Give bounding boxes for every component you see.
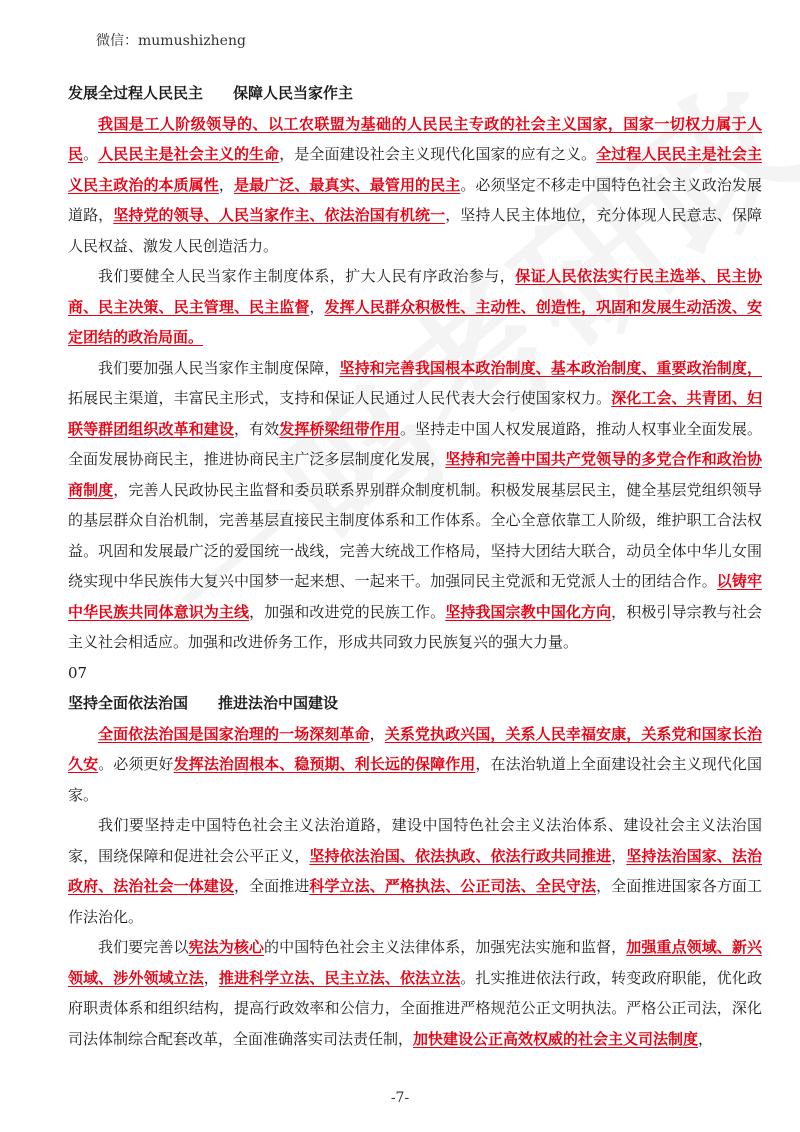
highlighted-text: 推进科学立法、民主立法、依法立法 — [218, 968, 461, 987]
section7-title: 坚持全面依法治国 推进法治中国建设 — [68, 694, 339, 712]
body-text: ，是全面建设社会主义现代化国家的应有之义。 — [279, 145, 597, 163]
highlighted-text: 全过程人民民主是社会主义民主政治的本质属性 — [68, 145, 762, 194]
body-text: ， — [309, 297, 325, 316]
highlighted-text: 发挥桥梁纽带作用 — [279, 419, 400, 438]
body-text: ，完善人民政协民主监督和委员联系界别群众制度机制。积极发展基层民主，健全基层党组织领导的基层群众自治机制，完善基层直接民主制度体系和工作体系。全心全意依靠工人阶级，维护职工合法权益。巩固和发展最广泛的爱国统一战线，完善大统战工作格局，坚持大团结大联合，动员全体中华儿女围绕实现中华民族伟大复兴中国梦一起来想、一起来干。加强同民主党派和无党派人士的团结合作。 — [68, 480, 762, 590]
body-text: 。坚持走中国人权发展道路，推动人权事业全面发展。全面发展协商民主，推进协商民主广泛多层制度化发展， — [68, 419, 762, 468]
highlighted-text: 以铸牢中华民族共同体意识为主线 — [68, 572, 762, 621]
highlighted-text: 关系党执政兴国，关系人民幸福安康，关系党和国家长治久安 — [68, 724, 762, 773]
body-text: 的中国特色社会主义法律体系，加强宪法实施和监督， — [264, 938, 627, 956]
section7-paragraph-1 — [68, 719, 762, 811]
document-body — [68, 78, 762, 1054]
highlighted-text: 坚持和完善我国根本政治制度、基本政治制度、重要政治制度， — [339, 358, 762, 377]
body-text: ，积极引导宗教与社会主义社会相适应。加强和改进侨务工作，形成共同致力民族复兴的强大力量。 — [68, 602, 762, 651]
body-text: ，全面推进 — [233, 877, 310, 895]
body-text: 。 — [83, 145, 99, 163]
highlighted-text: 我国是工人阶级领导的、以工农联盟为基础的人民民主专政的社会主义国家，国家一切权力属于人民 — [68, 114, 762, 163]
highlighted-text: 保证人民依法实行民主选举、民主协商、民主决策、民主管理、民主监督 — [68, 267, 762, 316]
body-text: 我们要坚持走中国特色社会主义法治道路，建设中国特色社会主义法治体系、建设社会主义法治国家，围绕保障和促进社会公平正义， — [68, 816, 762, 865]
highlighted-text: 是最广泛、最真实、最管用的民主 — [233, 175, 461, 194]
body-text: 我们要完善以 — [98, 938, 189, 956]
highlighted-text: 坚持依法治国、依法执政、依法行政共同推进 — [309, 846, 612, 865]
highlighted-text: 坚持我国宗教中国化方向 — [445, 602, 612, 621]
body-text: ， — [218, 175, 234, 194]
highlighted-text: 全面依法治国是国家治理的一场深刻革命 — [98, 724, 370, 743]
body-text: 我们要健全人民当家作主制度体系，扩大人民有序政治参与， — [98, 267, 516, 285]
body-text: ， — [369, 724, 385, 743]
body-text: 。扎实推进依法行政，转变政府职能，优化政府职责体系和组织结构，提高行政效率和公信力，全面推进严格规范公正文明执法。严格公正司法，深化司法体制综合配套改革，全面准确落实司法责任制， — [68, 968, 762, 1048]
wechat-id: 微信：mumushizheng — [96, 33, 246, 49]
section6-paragraph-1 — [68, 109, 762, 262]
highlighted-text: 深化工会、共青团、妇联等群团组织改革和建设 — [68, 389, 762, 438]
page-number: -7- — [390, 1090, 410, 1106]
body-text: ，坚持人民主体地位，充分体现人民意志、保障人民权益、激发人民创造活力。 — [68, 206, 762, 255]
section6-paragraph-3 — [68, 353, 762, 658]
highlighted-text: 坚持法治国家、法治政府、法治社会一体建设 — [68, 846, 762, 895]
body-text: ， — [611, 846, 627, 865]
highlighted-text: 加快建设公正高效权威的社会主义司法制度 — [413, 1029, 699, 1048]
highlighted-text: 发挥法治固根本、稳预期、利长远的保障作用 — [173, 755, 476, 773]
highlighted-text: 坚持党的领导、人民当家作主、依法治国有机统一 — [113, 206, 446, 224]
body-text: ，有效 — [233, 419, 280, 438]
highlighted-text: 发挥人民群众积极性、主动性、创造性，巩固和发展生动活泼、安定团结的政治局面。 — [68, 297, 762, 346]
body-text: 拓展民主渠道，丰富民主形式，支持和保证人民通过人民代表大会行使国家权力。 — [68, 389, 612, 407]
section6-paragraph-2 — [68, 261, 762, 353]
body-text: 。必须更好 — [98, 755, 174, 773]
body-text: ， — [203, 968, 219, 987]
highlighted-text: 加强重点领域、新兴领域、涉外领域立法 — [68, 938, 762, 987]
highlighted-text: 坚持和完善中国共产党领导的多党合作和政治协商制度 — [68, 450, 762, 499]
body-text: ，在法治轨道上全面建设社会主义现代化国家。 — [68, 755, 762, 804]
body-text: ， — [698, 1029, 714, 1048]
section7-paragraph-2 — [68, 810, 762, 932]
body-text: ，加强和改进党的民族工作。 — [249, 602, 446, 621]
section7-paragraph-3 — [68, 932, 762, 1054]
body-text: ，全面推进国家各方面工作法治化。 — [68, 877, 762, 926]
section7-number: 07 — [68, 663, 88, 682]
body-text: 我们要加强人民当家作主制度保障， — [98, 358, 340, 377]
section6-title: 发展全过程人民民主 保障人民当家作主 — [68, 84, 354, 102]
highlighted-text: 人民民主是社会主义的生命 — [98, 145, 280, 163]
highlighted-text: 科学立法、严格执法、公正司法、全民守法 — [309, 877, 597, 895]
body-text: 。必须坚定不移走中国特色社会主义政治发展道路， — [68, 175, 762, 224]
highlighted-text: 宪法为核心 — [188, 938, 265, 956]
